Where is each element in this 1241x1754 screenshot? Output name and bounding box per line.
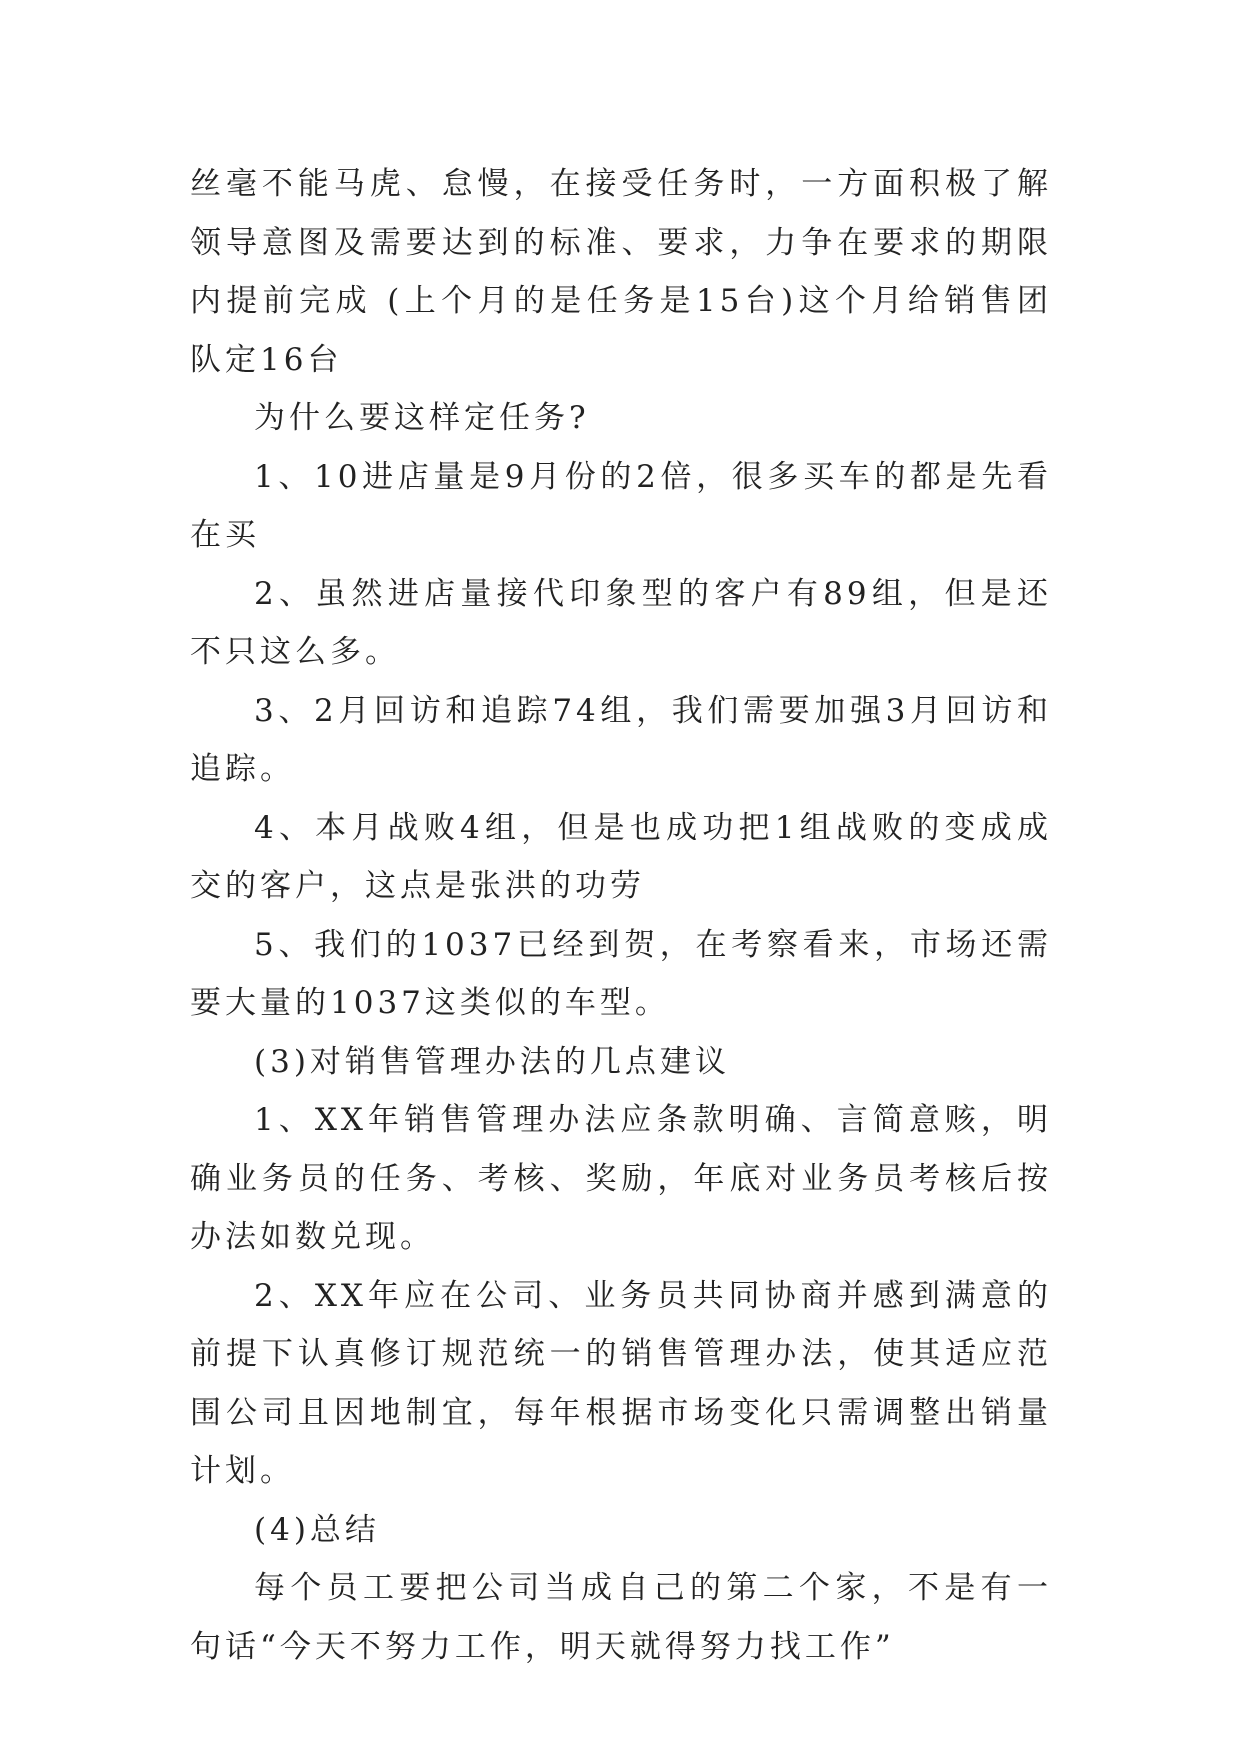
paragraph-continuation: 丝毫不能马虎、怠慢，在接受任务时，一方面积极了解领导意图及需要达到的标准、要求，力争在要求的期限内提前完成 (上个月的是任务是15台)这个月给销售团队定16台 <box>190 166 1052 378</box>
paragraph-suggestion-1: 1、XX年销售管理办法应条款明确、言简意赅，明确业务员的任务、考核、奖励，年底对业务员考核后按办法如数兑现。 <box>190 1102 1052 1255</box>
paragraph-reason-5: 5、我们的1037已经到贺，在考察看来，市场还需要大量的1037这类似的车型。 <box>190 926 1052 1021</box>
paragraph-reason-1: 1、10进店量是9月份的2倍，很多买车的都是先看在买 <box>190 458 1052 553</box>
paragraph-reason-3: 3、2月回访和追踪74组，我们需要加强3月回访和追踪。 <box>190 692 1052 787</box>
paragraph-summary: 每个员工要把公司当成自己的第二个家，不是有一句话“今天不努力工作，明天就得努力找工作” <box>190 1570 1052 1665</box>
paragraph-suggestion-2: 2、XX年应在公司、业务员共同协商并感到满意的前提下认真修订规范统一的销售管理办法，使其适应范围公司且因地制宜，每年根据市场变化只需调整出销量计划。 <box>190 1277 1052 1489</box>
paragraph-reason-4: 4、本月战败4组，但是也成功把1组战败的变成成交的客户，这点是张洪的功劳 <box>190 809 1052 904</box>
paragraph-reason-2: 2、虽然进店量接代印象型的客户有89组，但是还不只这么多。 <box>190 575 1052 670</box>
document-body <box>190 155 1052 1676</box>
section-heading-summary: (4)总结 <box>254 1511 380 1548</box>
paragraph-question: 为什么要这样定任务? <box>254 400 590 436</box>
section-heading-suggestions: (3)对销售管理办法的几点建议 <box>254 1043 730 1080</box>
